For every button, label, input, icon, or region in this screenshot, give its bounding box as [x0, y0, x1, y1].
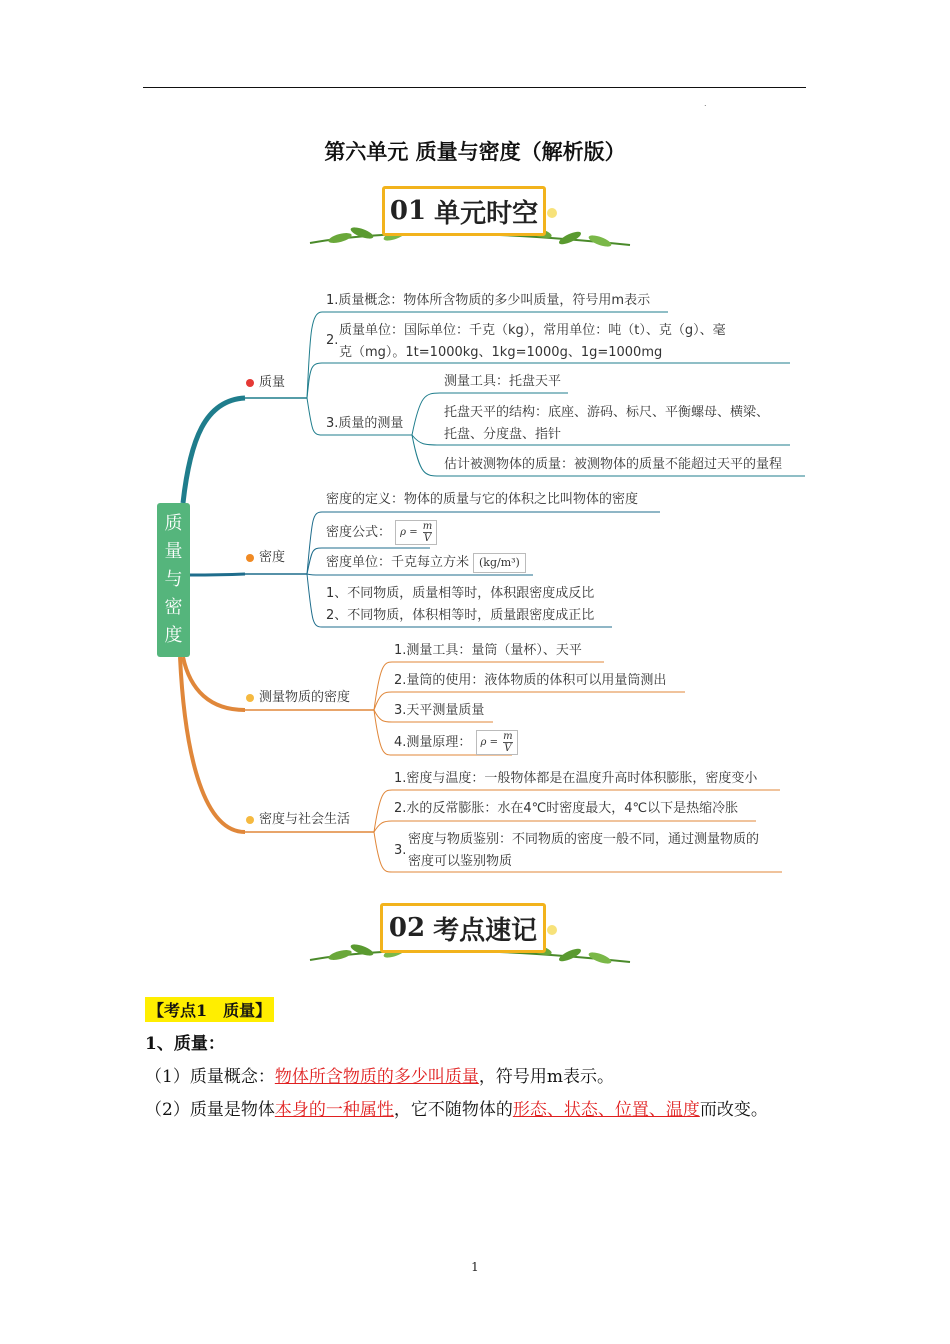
- root-char: 量: [164, 541, 183, 562]
- node-mass-unit-num: 2.: [326, 333, 339, 348]
- bullet-icon: [246, 816, 254, 824]
- page-number: 1: [471, 1260, 479, 1274]
- root-char: 与: [164, 569, 183, 590]
- text: （1）质量概念：: [145, 1067, 275, 1087]
- banner-text: 单元时空: [434, 198, 539, 229]
- paragraph-2: [145, 1094, 810, 1127]
- bullet-icon: [246, 379, 254, 387]
- formula-label: 密度公式：: [326, 525, 392, 540]
- node-density-direct: 2、不同物质，体积相等时，质量跟密度成正比: [326, 608, 595, 623]
- node-society-identify-a: 密度与物质鉴别：不同物质的密度一般不同，通过测量物质的: [408, 832, 760, 847]
- node-mass-tool: 测量工具：托盘天平: [444, 374, 562, 389]
- node-density-formula: [326, 520, 437, 545]
- node-measure-principle: [394, 730, 518, 755]
- key-text: 形态、状态、位置、温度: [512, 1100, 700, 1120]
- category-label: 测量物质的密度: [259, 690, 351, 705]
- formula-num: m: [422, 521, 433, 532]
- category-density: [246, 549, 285, 567]
- unit-label: 密度单位：千克每立方米: [326, 555, 470, 570]
- principle-label: 4.测量原理：: [394, 735, 472, 750]
- node-measure-tool: 1.测量工具：量筒（量杯）、天平: [394, 643, 582, 658]
- category-measure: [246, 689, 350, 707]
- category-society: [246, 811, 350, 829]
- kaodian-heading: 【考点1 质量】: [145, 997, 274, 1022]
- text: ，它不随物体的: [393, 1100, 513, 1120]
- banner-box: [380, 903, 546, 953]
- text: ，符号用m表示。: [478, 1067, 614, 1087]
- node-measure-balance: 3.天平测量质量: [394, 703, 485, 718]
- node-mass-structure-a: 托盘天平的结构：底座、游码、标尺、平衡螺母、横梁、: [444, 405, 770, 420]
- root-char: 密: [164, 597, 183, 618]
- formula-box: [395, 520, 437, 545]
- node-mass-measure: 3.质量的测量: [326, 416, 404, 431]
- node-measure-cylinder: 2.量筒的使用：液体物质的体积可以用量筒测出: [394, 673, 667, 688]
- mindmap-root: [157, 503, 190, 657]
- category-label: 密度: [259, 550, 286, 565]
- text: （2）质量是物体: [145, 1100, 275, 1120]
- formula-den: V: [423, 533, 432, 544]
- formula-lhs: ρ =: [400, 527, 418, 538]
- node-density-inverse: 1、不同物质，质量相等时，体积跟密度成反比: [326, 586, 595, 601]
- node-society-temperature: 1.密度与温度：一般物体都是在温度升高时体积膨胀，密度变小: [394, 771, 758, 786]
- page-title: 第六单元 质量与密度（解析版）: [324, 139, 626, 164]
- banner-text: 考点速记: [433, 915, 538, 946]
- root-char: 质: [164, 513, 183, 534]
- banner-number: 01: [389, 196, 427, 226]
- header-dot: .: [704, 99, 707, 108]
- node-society-identify-num: 3.: [394, 843, 407, 858]
- node-mass-unit-b: 克（mg）。1t=1000kg、1kg=1000g、1g=1000mg: [339, 345, 663, 360]
- node-density-unit: [326, 552, 526, 574]
- bullet-icon: [246, 694, 254, 702]
- node-mass-estimate: 估计被测物体的质量：被测物体的质量不能超过天平的量程: [444, 457, 783, 472]
- node-mass-unit-a: 质量单位：国际单位：千克（kg），常用单位：吨（t）、克（g）、毫: [339, 323, 726, 338]
- banner-kaodian: [300, 900, 640, 972]
- category-label: 质量: [259, 375, 286, 390]
- banner-number: 02: [388, 913, 426, 943]
- formula-num: m: [503, 731, 513, 742]
- node-mass-concept: 1.质量概念：物体所含物质的多少叫质量，符号用m表示: [326, 293, 651, 308]
- text: 而改变。: [699, 1100, 768, 1120]
- category-label: 密度与社会生活: [259, 812, 351, 827]
- formula-lhs: ρ =: [480, 737, 498, 748]
- node-density-def: 密度的定义：物体的质量与它的体积之比叫物体的密度: [326, 492, 639, 507]
- unit-box: (kg/m³): [473, 553, 526, 573]
- formula-den: V: [504, 743, 512, 754]
- key-text: 物体所含物质的多少叫质量: [274, 1067, 479, 1087]
- node-mass-structure-b: 托盘、分度盘、指针: [444, 427, 562, 442]
- bullet-icon: [246, 554, 254, 562]
- node-society-identify-b: 密度可以鉴别物质: [408, 854, 513, 869]
- node-society-water: 2.水的反常膨胀：水在4℃时密度最大，4℃以下是热缩冷胀: [394, 801, 739, 816]
- category-mass: [246, 374, 285, 392]
- section-heading: 1、质量：: [145, 1034, 225, 1054]
- paragraph-1: [145, 1061, 810, 1094]
- formula-box: [476, 730, 518, 755]
- root-char: 度: [164, 625, 183, 646]
- key-text: 本身的一种属性: [274, 1100, 394, 1120]
